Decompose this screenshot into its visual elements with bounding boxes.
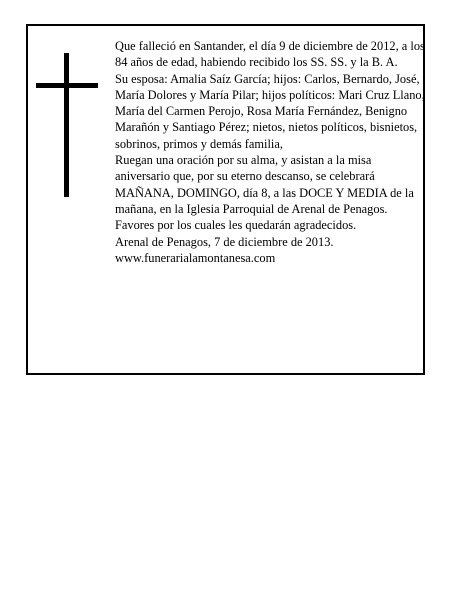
family-list: Su esposa: Amalia Saíz García; hijos: Carlos, Bernardo, José, María Dolores y María Pilar; hijos políticos: Mari Cruz Llano, María del Carmen Perojo, Rosa María Fernández, Benigno Marañón y Santiago Pérez; nietos, nietos políticos, bisnietos, sobrinos, primos y demás familia,: [115, 71, 425, 151]
obituary-text: [115, 38, 425, 266]
place-and-date: Arenal de Penagos, 7 de diciembre de 2013.: [115, 234, 334, 249]
funeral-home-website: www.funerarialamontanesa.com: [115, 250, 276, 265]
cross-horizontal-bar: [36, 83, 98, 88]
death-announcement: Que falleció en Santander, el día 9 de diciembre de 2012, a los 84 años de edad, habiendo recibido los SS. SS. y la B. A.: [115, 39, 425, 70]
mass-invitation: Ruegan una oración por su alma, y asistan a la misa aniversario que, por su eterno descanso, se celebrará MAÑANA, DOMINGO, día 8, a las DOCE Y MEDIA de la mañana, en la Iglesia Parroquial de Arenal de Penagos. Favores por los cuales les quedarán agradecidos.: [115, 153, 414, 233]
cross-icon: [36, 53, 98, 197]
cross-vertical-bar: [64, 53, 69, 197]
